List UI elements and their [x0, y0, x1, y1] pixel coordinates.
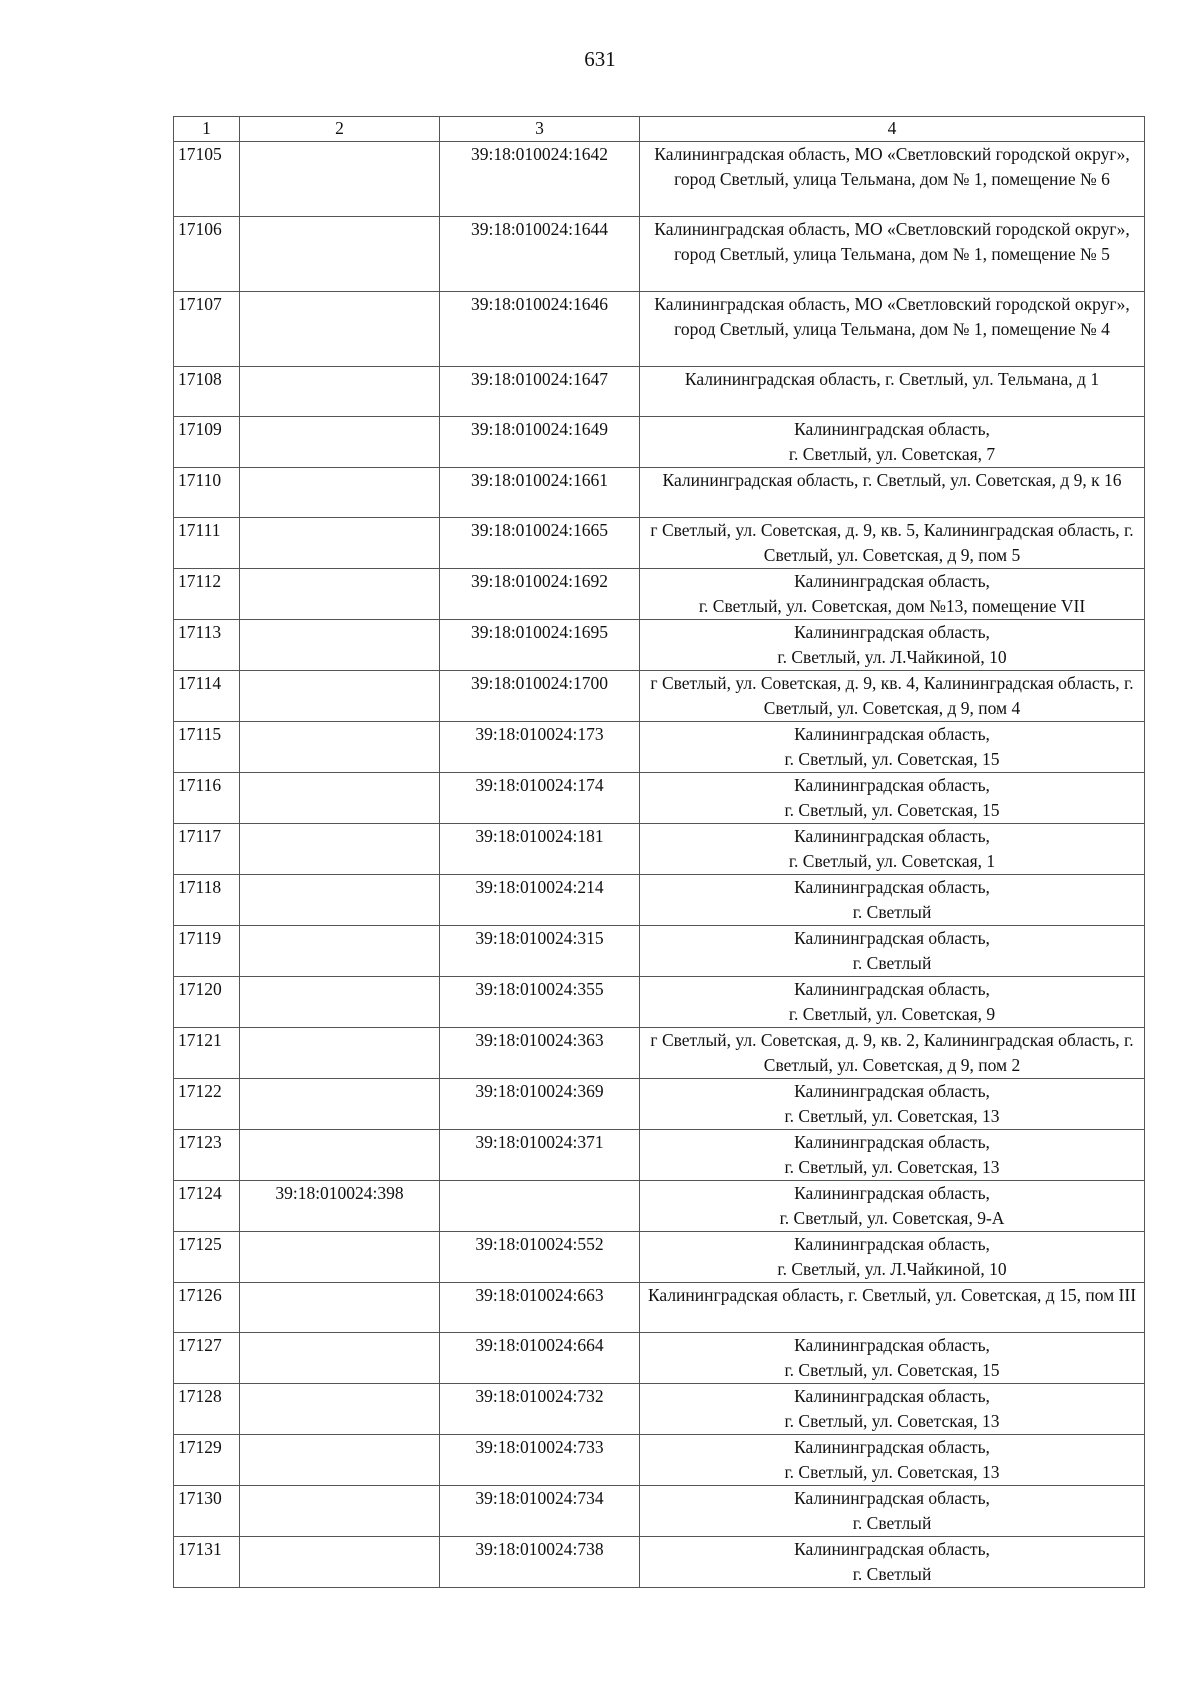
cadastral-number-cell: 39:18:010024:214	[440, 875, 640, 926]
row-number-cell: 17119	[174, 926, 240, 977]
cadastral-number-cell	[240, 926, 440, 977]
table-row	[174, 1486, 1145, 1537]
cadastral-number-cell: 39:18:010024:732	[440, 1384, 640, 1435]
row-number-cell: 17113	[174, 620, 240, 671]
cadastral-number-cell	[440, 1181, 640, 1232]
row-number-cell: 17120	[174, 977, 240, 1028]
address-cell: Калининградская область, г. Светлый, ул. Советская, д 9, к 16	[640, 468, 1145, 518]
table-row	[174, 620, 1145, 671]
address-cell: Калининградская область, г. Светлый	[640, 926, 1145, 977]
table-row	[174, 671, 1145, 722]
table-row	[174, 926, 1145, 977]
cadastral-number-cell	[240, 1486, 440, 1537]
row-number-cell: 17117	[174, 824, 240, 875]
cadastral-number-cell: 39:18:010024:1644	[440, 217, 640, 292]
cadastral-number-cell	[240, 671, 440, 722]
row-number-cell: 17122	[174, 1079, 240, 1130]
column-header-4: 4	[640, 117, 1145, 142]
table-row	[174, 1079, 1145, 1130]
cadastral-number-cell	[240, 1028, 440, 1079]
cadastral-number-cell	[240, 367, 440, 417]
table-row	[174, 518, 1145, 569]
address-cell: Калининградская область, г. Светлый	[640, 1537, 1145, 1588]
column-header-3: 3	[440, 117, 640, 142]
cadastral-number-cell: 39:18:010024:1700	[440, 671, 640, 722]
row-number-cell: 17105	[174, 142, 240, 217]
row-number-cell: 17126	[174, 1283, 240, 1333]
address-cell: Калининградская область, МО «Светловский городской округ», город Светлый, улица Тельмана, дом № 1, помещение № 6	[640, 142, 1145, 217]
table-row	[174, 1028, 1145, 1079]
cadastral-number-cell: 39:18:010024:363	[440, 1028, 640, 1079]
row-number-cell: 17125	[174, 1232, 240, 1283]
table-row	[174, 773, 1145, 824]
cadastral-number-cell: 39:18:010024:663	[440, 1283, 640, 1333]
address-cell: Калининградская область, г. Светлый, ул. Советская, 13	[640, 1130, 1145, 1181]
table-row	[174, 722, 1145, 773]
table-header-row	[174, 117, 1145, 142]
table-row	[174, 367, 1145, 417]
cadastral-number-cell	[240, 1079, 440, 1130]
address-cell: Калининградская область, г. Светлый	[640, 1486, 1145, 1537]
cadastral-number-cell: 39:18:010024:1661	[440, 468, 640, 518]
row-number-cell: 17112	[174, 569, 240, 620]
cadastral-number-cell	[240, 1537, 440, 1588]
cadastral-number-cell: 39:18:010024:371	[440, 1130, 640, 1181]
cadastral-number-cell	[240, 142, 440, 217]
address-cell: Калининградская область, г. Светлый, ул. Советская, 13	[640, 1435, 1145, 1486]
row-number-cell: 17114	[174, 671, 240, 722]
cadastral-number-cell	[240, 824, 440, 875]
cadastral-number-cell: 39:18:010024:734	[440, 1486, 640, 1537]
table-row	[174, 217, 1145, 292]
row-number-cell: 17116	[174, 773, 240, 824]
address-cell: Калининградская область, г. Светлый, ул. Советская, 7	[640, 417, 1145, 468]
address-cell: Калининградская область, г. Светлый, ул. Советская, 15	[640, 773, 1145, 824]
row-number-cell: 17109	[174, 417, 240, 468]
page-number: 631	[584, 47, 616, 71]
row-number-cell: 17107	[174, 292, 240, 367]
cadastral-number-cell: 39:18:010024:1647	[440, 367, 640, 417]
row-number-cell: 17127	[174, 1333, 240, 1384]
cadastral-number-cell: 39:18:010024:181	[440, 824, 640, 875]
cadastral-number-cell: 39:18:010024:174	[440, 773, 640, 824]
cadastral-number-cell: 39:18:010024:355	[440, 977, 640, 1028]
row-number-cell: 17111	[174, 518, 240, 569]
address-cell: г Светлый, ул. Советская, д. 9, кв. 2, Калининградская область, г. Светлый, ул. Советская, д 9, пом 2	[640, 1028, 1145, 1079]
cadastral-number-cell: 39:18:010024:1642	[440, 142, 640, 217]
row-number-cell: 17118	[174, 875, 240, 926]
cadastral-number-cell	[240, 1384, 440, 1435]
address-cell: Калининградская область, г. Светлый	[640, 875, 1145, 926]
cadastral-number-cell	[240, 569, 440, 620]
table-row	[174, 1435, 1145, 1486]
cadastral-number-cell: 39:18:010024:1692	[440, 569, 640, 620]
row-number-cell: 17130	[174, 1486, 240, 1537]
address-cell: г Светлый, ул. Советская, д. 9, кв. 4, Калининградская область, г. Светлый, ул. Советская, д 9, пом 4	[640, 671, 1145, 722]
address-cell: Калининградская область, г. Светлый, ул. Советская, д 15, пом III	[640, 1283, 1145, 1333]
cadastral-number-cell: 39:18:010024:1646	[440, 292, 640, 367]
cadastral-number-cell	[240, 1333, 440, 1384]
address-cell: Калининградская область, г. Светлый, ул. Л.Чайкиной, 10	[640, 1232, 1145, 1283]
table-row	[174, 875, 1145, 926]
row-number-cell: 17115	[174, 722, 240, 773]
address-cell: Калининградская область, г. Светлый, ул. Л.Чайкиной, 10	[640, 620, 1145, 671]
cadastral-number-cell	[240, 468, 440, 518]
cadastral-number-cell	[240, 773, 440, 824]
cadastral-number-cell: 39:18:010024:173	[440, 722, 640, 773]
cadastral-number-cell	[240, 217, 440, 292]
table-row	[174, 1333, 1145, 1384]
row-number-cell: 17121	[174, 1028, 240, 1079]
address-cell: Калининградская область, г. Светлый, ул. Советская, 9	[640, 977, 1145, 1028]
registry-table	[173, 116, 1145, 1588]
table-row	[174, 824, 1145, 875]
cadastral-number-cell: 39:18:010024:315	[440, 926, 640, 977]
table-body	[174, 142, 1145, 1588]
table-row	[174, 1537, 1145, 1588]
cadastral-number-cell: 39:18:010024:1695	[440, 620, 640, 671]
address-cell: Калининградская область, г. Светлый, ул. Советская, 15	[640, 1333, 1145, 1384]
cadastral-number-cell	[240, 1283, 440, 1333]
row-number-cell: 17123	[174, 1130, 240, 1181]
cadastral-number-cell: 39:18:010024:664	[440, 1333, 640, 1384]
table-row	[174, 1232, 1145, 1283]
table-row	[174, 292, 1145, 367]
table-row	[174, 977, 1145, 1028]
cadastral-number-cell	[240, 292, 440, 367]
row-number-cell: 17131	[174, 1537, 240, 1588]
cadastral-number-cell	[240, 1130, 440, 1181]
cadastral-number-cell	[240, 875, 440, 926]
column-header-2: 2	[240, 117, 440, 142]
address-cell: Калининградская область, г. Светлый, ул. Советская, 13	[640, 1079, 1145, 1130]
cadastral-number-cell: 39:18:010024:1665	[440, 518, 640, 569]
cadastral-number-cell	[240, 518, 440, 569]
address-cell: Калининградская область, г. Светлый, ул. Советская, дом №13, помещение VII	[640, 569, 1145, 620]
cadastral-number-cell	[240, 722, 440, 773]
cadastral-number-cell	[240, 417, 440, 468]
table-row	[174, 569, 1145, 620]
cadastral-number-cell: 39:18:010024:398	[240, 1181, 440, 1232]
cadastral-number-cell	[240, 977, 440, 1028]
address-cell: г Светлый, ул. Советская, д. 9, кв. 5, Калининградская область, г. Светлый, ул. Советская, д 9, пом 5	[640, 518, 1145, 569]
row-number-cell: 17129	[174, 1435, 240, 1486]
cadastral-number-cell: 39:18:010024:733	[440, 1435, 640, 1486]
row-number-cell: 17108	[174, 367, 240, 417]
table-row	[174, 468, 1145, 518]
cadastral-number-cell: 39:18:010024:369	[440, 1079, 640, 1130]
table-row	[174, 1181, 1145, 1232]
row-number-cell: 17124	[174, 1181, 240, 1232]
cadastral-number-cell: 39:18:010024:738	[440, 1537, 640, 1588]
address-cell: Калининградская область, г. Светлый, ул. Тельмана, д 1	[640, 367, 1145, 417]
row-number-cell: 17106	[174, 217, 240, 292]
table-row	[174, 142, 1145, 217]
table-row	[174, 417, 1145, 468]
row-number-cell: 17128	[174, 1384, 240, 1435]
cadastral-number-cell	[240, 1232, 440, 1283]
cadastral-number-cell: 39:18:010024:1649	[440, 417, 640, 468]
cadastral-number-cell: 39:18:010024:552	[440, 1232, 640, 1283]
address-cell: Калининградская область, г. Светлый, ул. Советская, 13	[640, 1384, 1145, 1435]
table-row	[174, 1384, 1145, 1435]
row-number-cell: 17110	[174, 468, 240, 518]
address-cell: Калининградская область, г. Светлый, ул. Советская, 9-А	[640, 1181, 1145, 1232]
cadastral-number-cell	[240, 1435, 440, 1486]
address-cell: Калининградская область, МО «Светловский городской округ», город Светлый, улица Тельмана, дом № 1, помещение № 5	[640, 217, 1145, 292]
address-cell: Калининградская область, МО «Светловский городской округ», город Светлый, улица Тельмана, дом № 1, помещение № 4	[640, 292, 1145, 367]
column-header-1: 1	[174, 117, 240, 142]
table-row	[174, 1283, 1145, 1333]
address-cell: Калининградская область, г. Светлый, ул. Советская, 1	[640, 824, 1145, 875]
cadastral-number-cell	[240, 620, 440, 671]
address-cell: Калининградская область, г. Светлый, ул. Советская, 15	[640, 722, 1145, 773]
table-row	[174, 1130, 1145, 1181]
